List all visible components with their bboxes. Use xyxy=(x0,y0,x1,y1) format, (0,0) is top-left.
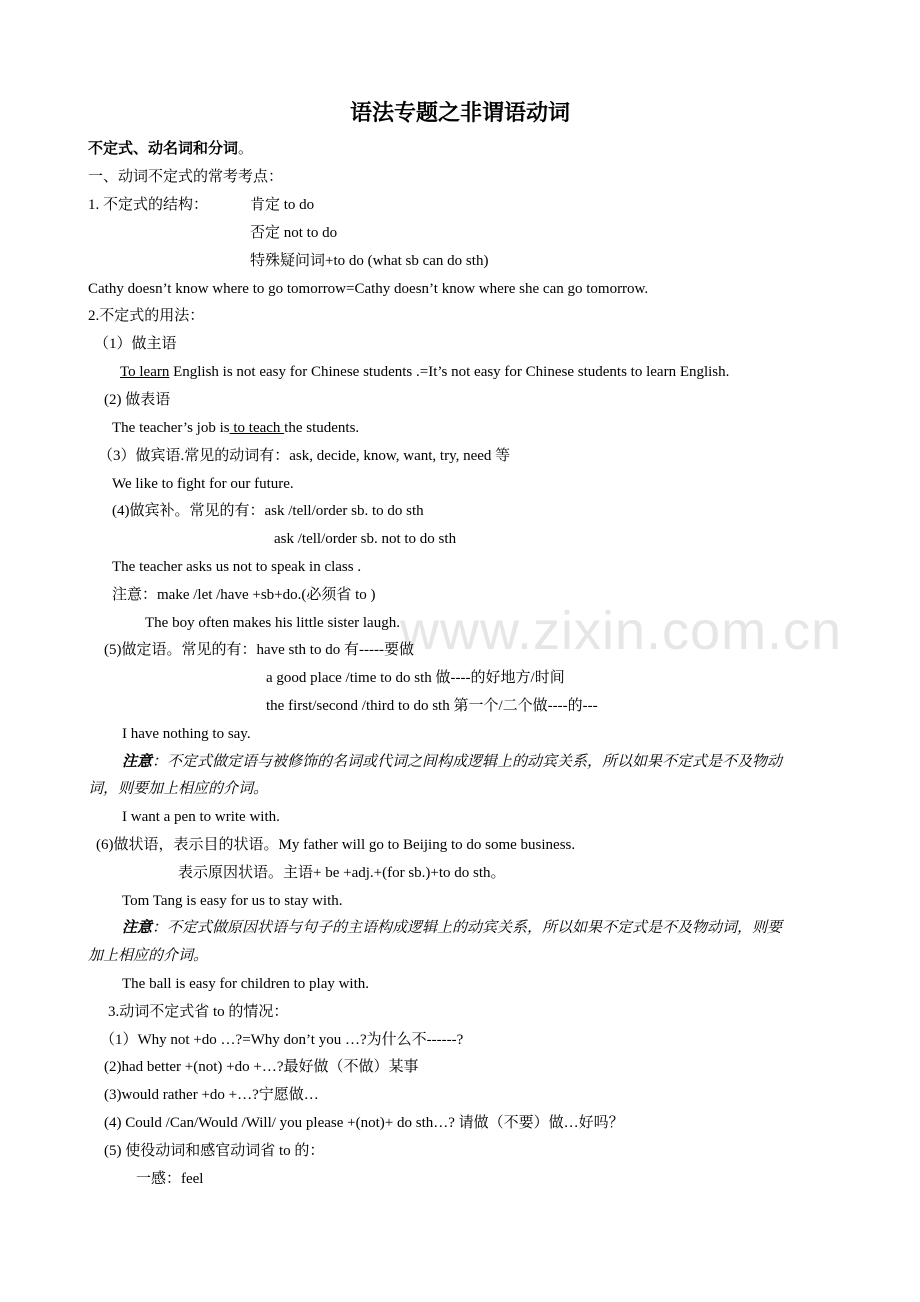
underlined-text: to teach xyxy=(229,420,285,436)
note-text: ：不定式做原因状语与句子的主语构成逻辑上的动宾关系，所以如果不定式是不及物动词，则要 xyxy=(152,920,783,936)
text-line: The boy often makes his little sister laugh. xyxy=(145,615,400,631)
text-line: 注意：make /let /have +sb+do.(必须省 to ) xyxy=(112,587,376,603)
note-label: 注意 xyxy=(122,920,153,936)
text-line: 表示原因状语。主语+ be +adj.+(for sb.)+to do sth。 xyxy=(178,865,506,881)
text-line: the first/second /third to do sth 第一个/二个做----的--- xyxy=(266,698,598,714)
text-line: (6)做状语，表示目的状语。My father will go to Beijing to do some business. xyxy=(96,837,576,853)
note-text: ：不定式做定语与被修饰的名词或代词之间构成逻辑上的动宾关系，所以如果不定式是不及物动 xyxy=(152,754,783,770)
line-text: The teacher’s job is xyxy=(112,420,230,436)
watermark: www.zixin.com.cn xyxy=(400,601,843,661)
text-line xyxy=(112,418,359,438)
text-line xyxy=(120,362,729,382)
underlined-text: To learn xyxy=(120,364,170,380)
text-line: 否定 not to do xyxy=(250,225,338,241)
text-line: 1. 不定式的结构： xyxy=(88,197,209,213)
line-text: English is not easy for Chinese students .=It’s not easy for Chinese students to learn English. xyxy=(169,364,730,380)
text-line: (5) 使役动词和感官动词省 to 的： xyxy=(104,1143,325,1159)
text-line: The teacher asks us not to speak in class . xyxy=(112,559,362,575)
note-line: 加上相应的介词。 xyxy=(88,948,209,964)
heading-text: 不定式、动名词和分词 xyxy=(88,141,239,157)
text-line: a good place /time to do sth 做----的好地方/时间 xyxy=(266,670,565,686)
page-title: 语法专题之非谓语动词 xyxy=(349,101,570,126)
note-line xyxy=(122,918,782,938)
text-line: 一感：feel xyxy=(136,1171,204,1187)
heading-period: 。 xyxy=(238,141,254,157)
text-line: 3.动词不定式省 to 的情况： xyxy=(108,1004,289,1020)
text-line: Tom Tang is easy for us to stay with. xyxy=(122,893,343,909)
text-line: (3)would rather +do +…?宁愿做… xyxy=(104,1087,319,1103)
text-line: （3）做宾语.常见的动词有：ask, decide, know, want, try, need 等 xyxy=(98,448,511,464)
text-line: 肯定 to do xyxy=(250,197,315,213)
text-line: I want a pen to write with. xyxy=(122,809,280,825)
text-line: 一、动词不定式的常考考点： xyxy=(88,169,284,185)
text-line: (5)做定语。常见的有：have sth to do 有-----要做 xyxy=(104,642,414,658)
text-line: Cathy doesn’t know where to go tomorrow=Cathy doesn’t know where she can go tomorrow. xyxy=(88,281,649,297)
section-heading xyxy=(88,139,253,159)
text-line: (2) 做表语 xyxy=(104,392,171,408)
note-label: 注意 xyxy=(122,754,153,770)
text-line: （1）Why not +do …?=Why don’t you …?为什么不------? xyxy=(100,1032,464,1048)
text-line: (4)做宾补。常见的有：ask /tell/order sb. to do sth xyxy=(112,503,424,519)
note-line: 词，则要加上相应的介词。 xyxy=(88,781,269,797)
text-line: 2.不定式的用法： xyxy=(88,308,205,324)
text-line: (2)had better +(not) +do +…?最好做（不做）某事 xyxy=(104,1059,419,1075)
text-line: （1）做主语 xyxy=(94,336,177,352)
line-text: the students. xyxy=(284,420,360,436)
text-line: I have nothing to say. xyxy=(122,726,251,742)
note-line xyxy=(122,752,782,772)
text-line: The ball is easy for children to play with. xyxy=(122,976,370,992)
text-line: (4) Could /Can/Would /Will/ you please +(not)+ do sth…? 请做（不要）做…好吗？ xyxy=(104,1115,624,1131)
text-line: 特殊疑问词+to do (what sb can do sth) xyxy=(250,253,489,269)
text-line: ask /tell/order sb. not to do sth xyxy=(274,531,457,547)
text-line: We like to fight for our future. xyxy=(112,476,294,492)
